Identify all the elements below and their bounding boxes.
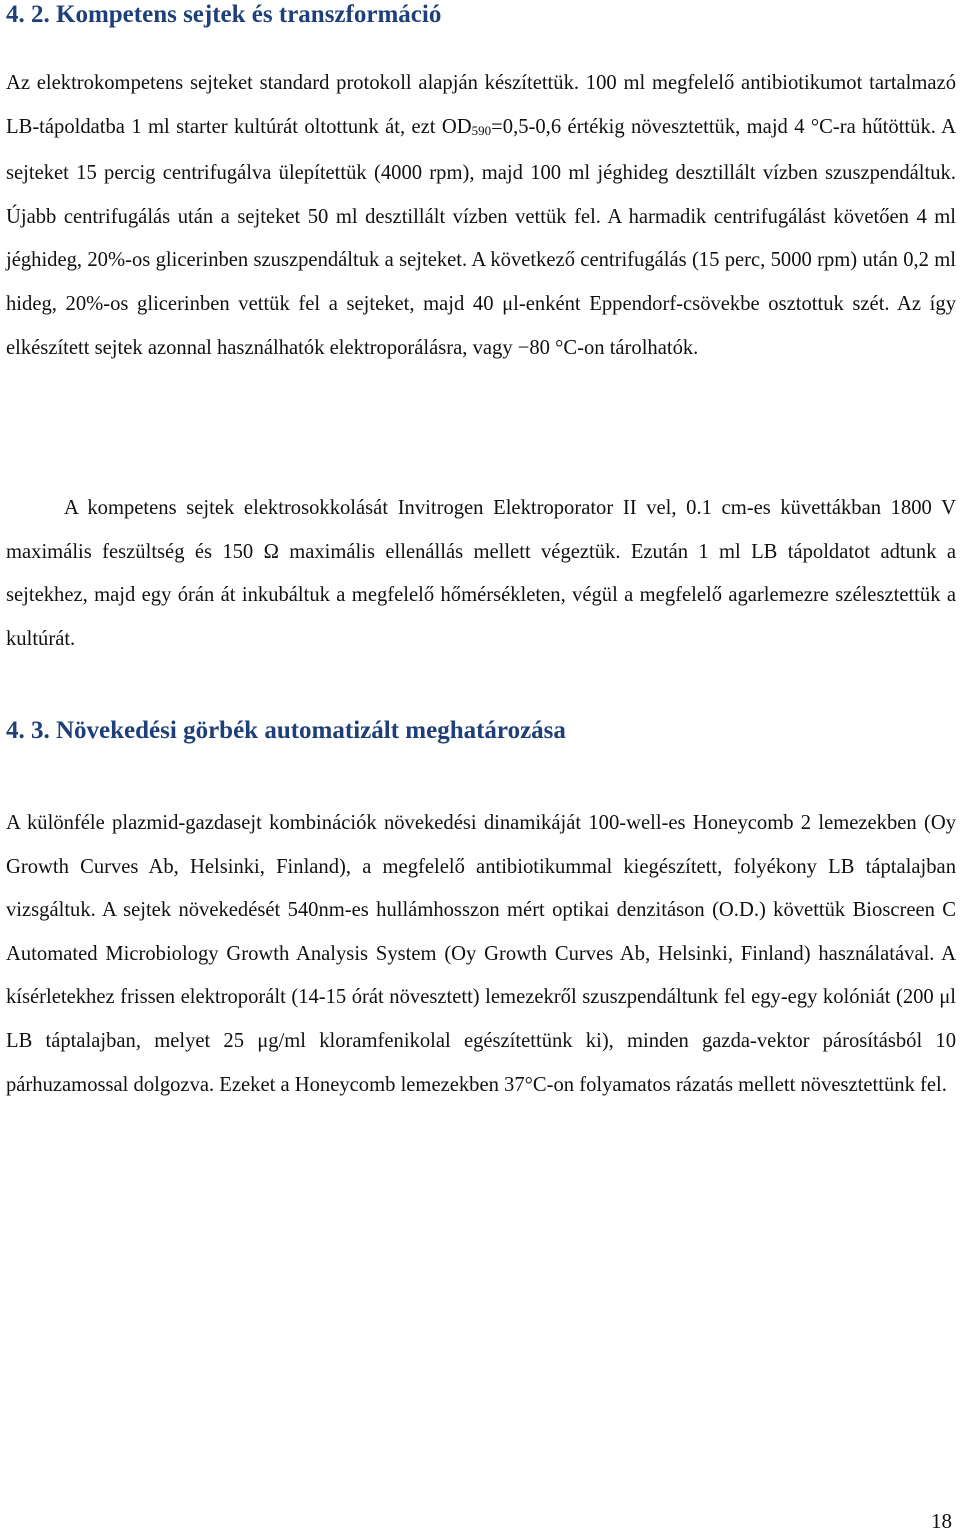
section-heading-kompetens-sejtek: 4. 2. Kompetens sejtek és transzformáció xyxy=(6,1,442,28)
paragraph-competent-cells-protocol xyxy=(6,62,956,370)
paragraph-growth-curves: A különféle plazmid-gazdasejt kombinációk növekedési dinamikáját 100-well-es Honeycomb 2 lemezekben (Oy Growth Curves Ab, Helsinki, Finland), a megfelelő antibiotikummal kiegészített, folyékony LB táptalajban vizsgáltuk. A sejtek növekedését 540nm-es hullámhosszon mért optikai denzitáson (O.D.) követtük Bioscreen C Automated Microbiology Growth Analysis System (Oy Growth Curves Ab, Helsinki, Finland) használatával. A kísérletekhez frissen elektroporált (14-15 órát növesztett) lemezekről szuszpendáltunk fel egy-egy kolóniát (200 μl LB táptalajban, melyet 25 μg/ml kloramfenikolal egészítettünk ki), minden gazda-vektor párosításból 10 párhuzamossal dolgozva. Ezeket a Honeycomb lemezekben 37°C-on folyamatos rázatás mellett növesztettünk fel. xyxy=(6,812,956,1096)
paragraph-text-part-a: Az elektrokompetens sejteket standard protokoll alapján készítettük. 100 ml megfelelő antibiotikumot tartalmazó LB-tápoldatba 1 ml starter kultúrát oltottunk át, ezt OD xyxy=(6,72,956,138)
section-heading-novekedesi-gorbek: 4. 3. Növekedési görbék automatizált meghatározása xyxy=(6,717,566,744)
paragraph-text-part-b: =0,5-0,6 értékig növesztettük, majd 4 °C-ra hűtöttük. A sejteket 15 percig centrifugálva ülepítettük (4000 rpm), majd 100 ml jéghideg desztillált vízben szuszpendáltuk. Újabb centrifugálás után a sejteket 50 ml desztillált vízben vettük fel. A harmadik centrifugálást követően 4 ml jéghideg, 20%-os glicerinben szuszpendáltuk a sejteket. A következő centrifugálás (15 perc, 5000 rpm) után 0,2 ml hideg, 20%-os glicerinben vettük fel a sejteket, majd 40 μl-enként Eppendorf-csövekbe osztottuk szét. Az így elkészített sejtek azonnal használhatók elektroporálásra, vagy −80 °C-on tárolhatók. xyxy=(6,115,957,359)
page-number: 18 xyxy=(931,1509,952,1533)
paragraph-electroporation: A kompetens sejtek elektrosokkolását Invitrogen Elektroporator II vel, 0.1 cm-es küvettákban 1800 V maximális feszültség és 150 Ω maximális ellenállás mellett végeztük. Ezután 1 ml LB tápoldatot adtunk a sejtekhez, majd egy órán át inkubáltuk a megfelelő hőmérsékleten, végül a megfelelő agarlemezre szélesztettük a kultúrát. xyxy=(6,497,956,650)
od-subscript: 590 xyxy=(471,122,492,138)
